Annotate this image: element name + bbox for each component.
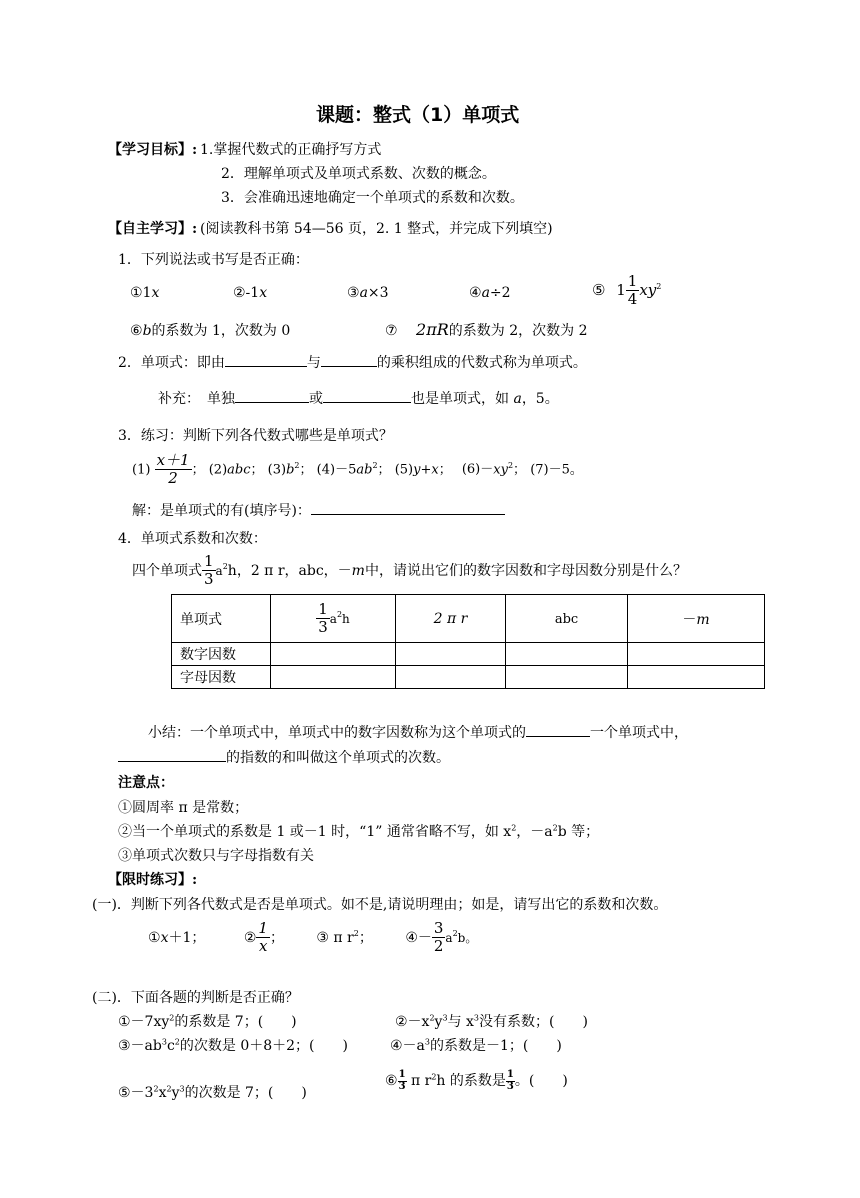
p2-3e2: 2 xyxy=(174,1037,180,1047)
q1-o3-post: ×3 xyxy=(367,285,389,301)
p2-5b: x xyxy=(158,1085,167,1101)
q4-line-a: 四个单项式 xyxy=(132,562,202,579)
q4-line-c: h，2 π r，abc，－ xyxy=(227,562,352,579)
q3-i3-sep: ； xyxy=(299,462,313,478)
summary-line-1 xyxy=(148,722,688,742)
p1-i2-den: x xyxy=(258,937,268,956)
q4-line xyxy=(132,553,687,589)
q2-blank-2[interactable] xyxy=(321,366,377,367)
p2-6d: 。( ) xyxy=(514,1073,568,1089)
q1-option-1 xyxy=(130,285,159,301)
p2-4e: 3 xyxy=(424,1037,430,1047)
table-cell[interactable] xyxy=(628,666,765,689)
table-header-1 xyxy=(271,595,396,643)
self-study-heading: 【自主学习】: xyxy=(108,221,198,237)
timed-part-2-stem: (二)．下面各题的判断是否正确？ xyxy=(92,990,299,1006)
p1-i4-exp: 2 xyxy=(452,929,458,939)
timed-part-1-items xyxy=(148,920,477,956)
q1-option-4 xyxy=(469,285,511,301)
summary-b: 一个单项式中， xyxy=(590,725,688,741)
q1-o3-pre: ③ xyxy=(347,285,360,301)
p2-2e2: 3 xyxy=(442,1013,448,1023)
p2-2c: 与 x xyxy=(447,1014,474,1030)
p2-5c: y xyxy=(171,1085,180,1101)
summary-line-2 xyxy=(118,747,450,767)
q1-o5-whole: 1 xyxy=(616,280,626,299)
table-cell[interactable] xyxy=(271,666,396,689)
q3-answer xyxy=(132,500,505,520)
p1-i4-num: 3 xyxy=(433,919,444,937)
q1-option-5 xyxy=(592,273,661,309)
table-header-monomial: 单项式 xyxy=(172,595,271,643)
table-header-3 xyxy=(506,595,628,643)
table-cell[interactable] xyxy=(396,643,506,666)
note-2-b: ，－a xyxy=(516,824,553,840)
q2-supp-var: a xyxy=(513,391,522,407)
q1-o2-var: x xyxy=(259,285,268,301)
p1-i4-post: b。 xyxy=(457,930,478,945)
p2-5e1: 2 xyxy=(153,1084,159,1094)
q1-o6-var: b xyxy=(142,323,152,339)
table-cell[interactable] xyxy=(271,643,396,666)
q1-o5-pre: ⑤ xyxy=(592,280,606,299)
q3-i1-label: (1) xyxy=(132,462,151,478)
table-h3: abc xyxy=(554,611,579,627)
summary-blank-1[interactable] xyxy=(526,736,590,737)
q3-i4-var: ab xyxy=(356,462,373,478)
q2-definition xyxy=(118,352,587,372)
q1-o1-text: ①1 xyxy=(130,285,152,301)
p1-i2-post: ； xyxy=(269,929,284,946)
p2-2e1: 2 xyxy=(429,1013,435,1023)
p2-1a: ①－7xy xyxy=(118,1014,170,1030)
table-row-label-letter: 字母因数 xyxy=(172,666,271,689)
p1-i4-pre: ④－ xyxy=(405,929,432,946)
p2-3c: 的次数是 0＋8＋2；( ) xyxy=(179,1038,348,1054)
q3-i4-sep: ； xyxy=(377,462,391,478)
goal-3: 3．会准确迅速地确定一个单项式的系数和次数。 xyxy=(221,190,524,206)
table-h1-exp: 2 xyxy=(336,609,343,619)
q1-option-7 xyxy=(385,320,587,340)
q3-i7: (7)－5。 xyxy=(530,462,583,478)
q2-blank-3[interactable] xyxy=(235,402,309,403)
q1-o5-num: 1 xyxy=(627,272,638,290)
goals-heading: 【学习目标】: xyxy=(108,142,198,158)
p1-i3-exp: 2 xyxy=(353,929,359,939)
q3-i3: (3) xyxy=(267,462,287,478)
table-header-4 xyxy=(628,595,765,643)
p2-2d: 没有系数；( ) xyxy=(479,1014,588,1030)
q3-i6-sep: ； xyxy=(513,462,527,478)
table-row-label-numeric: 数字因数 xyxy=(172,643,271,666)
p2-6-fraction xyxy=(398,1070,407,1092)
goal-2: 2．理解单项式及单项式系数、次数的概念。 xyxy=(221,166,496,182)
q3-i6-var: xy xyxy=(493,462,508,478)
note-1: ①圆周率 π 是常数； xyxy=(118,800,249,816)
p2-6b: π r xyxy=(406,1073,432,1089)
q3-i2-sep: ； xyxy=(250,462,264,478)
p1-i4-fraction xyxy=(432,920,446,956)
p2-6den2: 3 xyxy=(506,1080,514,1092)
q4-line-c-var: m xyxy=(351,562,365,579)
p1-i2-pre: ② xyxy=(243,929,257,946)
p2-2b: y xyxy=(434,1014,443,1030)
q3-i3-exp: 2 xyxy=(294,460,300,470)
p1-i1-pre: ① xyxy=(148,929,161,946)
summary-c: 的指数的和叫做这个单项式的次数。 xyxy=(226,750,450,766)
q3-i4-exp: 2 xyxy=(372,460,378,470)
q2-text-b: 与 xyxy=(306,355,321,371)
q1-option-3 xyxy=(347,285,389,301)
p2-item-3 xyxy=(118,1035,348,1055)
q3-i3-var: b xyxy=(286,462,295,478)
table-h2: 2 π r xyxy=(433,610,468,627)
self-study-note: (阅读教科书第 54—56 页，2. 1 整式，并完成下列填空) xyxy=(200,221,553,237)
q3-i6-exp: 2 xyxy=(507,460,514,470)
table-cell[interactable] xyxy=(396,666,506,689)
table-h4-pre: － xyxy=(682,611,697,628)
q3-answer-blank[interactable] xyxy=(311,514,505,515)
note-2-exp-2: 2 xyxy=(552,823,558,833)
goal-1: 1.掌握代数式的正确抒写方式 xyxy=(200,142,382,158)
q1-o1-var: x xyxy=(151,285,160,301)
q3-i5: (5) xyxy=(394,462,414,478)
q3-i1-sep: ； xyxy=(191,462,205,478)
q2-text-c: 的乘积组成的代数式称为单项式。 xyxy=(376,355,587,371)
q1-o4-post: ÷2 xyxy=(489,285,511,301)
summary-a: 小结：一个单项式中，单项式中的数字因数称为这个单项式的 xyxy=(148,725,526,741)
q3-stem: 3．练习：判断下列各代数式哪些是单项式？ xyxy=(118,428,393,444)
table-h1-fraction xyxy=(316,601,330,637)
q1-o6-pre: ⑥ xyxy=(130,323,143,339)
q3-i4: (4)－5 xyxy=(316,462,357,478)
note-2-a: ②当一个单项式的系数是 1 或－1 时，“1” 通常省略不写，如 x xyxy=(118,824,512,840)
q4-line-num: 1 xyxy=(204,552,214,570)
timed-heading: 【限时练习】: xyxy=(108,872,198,888)
note-2 xyxy=(118,821,599,841)
q2-blank-1[interactable] xyxy=(225,366,307,367)
q1-o7-post: 的系数为 2，次数为 2 xyxy=(448,323,588,339)
q4-line-fraction xyxy=(202,553,216,589)
q1-o7-pre: ⑦ xyxy=(385,323,398,339)
p1-i3-post: ； xyxy=(358,929,373,946)
p2-1exp: 2 xyxy=(169,1013,175,1023)
table-h1-num: 1 xyxy=(318,599,328,618)
p2-2a: ②－x xyxy=(395,1014,430,1030)
p2-4b: 的系数是－1；( ) xyxy=(430,1038,562,1054)
q1-option-2 xyxy=(233,285,267,301)
p2-6num: 1 xyxy=(398,1069,406,1080)
q3-i2: (2) xyxy=(208,462,228,478)
p2-6c: h 的系数是 xyxy=(436,1073,506,1089)
q1-o3-var: a xyxy=(359,285,368,301)
table-row xyxy=(172,666,765,689)
table-cell[interactable] xyxy=(628,643,765,666)
q3-answer-label: 解：是单项式的有(填序号)： xyxy=(132,503,311,519)
q3-i6: (6)－ xyxy=(461,462,494,478)
q4-line-den: 3 xyxy=(204,570,214,589)
p1-i2-num: 1 xyxy=(258,919,268,937)
q1-option-6 xyxy=(130,320,290,340)
q3-i1-num: x＋1 xyxy=(156,451,190,469)
q4-stem: 4．单项式系数和次数： xyxy=(118,531,267,547)
q3-i5-var: y+x xyxy=(413,462,439,478)
p2-3b: c xyxy=(166,1038,175,1054)
summary-blank-2[interactable] xyxy=(118,761,226,762)
q1-o6-post: 的系数为 1，次数为 0 xyxy=(151,323,291,339)
p2-6a: ⑥ xyxy=(385,1073,398,1089)
p2-5e2: 2 xyxy=(166,1084,172,1094)
p2-6den: 3 xyxy=(398,1080,406,1092)
p2-3e1: 3 xyxy=(161,1037,167,1047)
note-2-exp-1: 2 xyxy=(511,823,517,833)
p2-6e: 2 xyxy=(431,1072,437,1082)
q2-blank-4[interactable] xyxy=(323,402,411,403)
p2-item-4 xyxy=(390,1035,562,1055)
factor-table xyxy=(171,594,765,689)
p2-item-1 xyxy=(118,1011,297,1031)
timed-part-1-stem: (一)．判断下列各代数式是否是单项式。如不是,请说明理由；如是，请写出它的系数和次数。 xyxy=(92,897,668,913)
p1-i1-post: ＋1； xyxy=(168,929,206,946)
table-h1-h: h xyxy=(342,611,350,626)
p2-5a: ⑤－3 xyxy=(118,1085,154,1101)
table-h1-a: a xyxy=(329,611,337,626)
q3-i1-fraction xyxy=(155,452,192,488)
q1-o2-text: ②-1 xyxy=(233,285,260,301)
table-cell[interactable] xyxy=(506,666,628,689)
q1-o5-den: 4 xyxy=(627,290,638,309)
table-h4-var: m xyxy=(696,611,710,628)
q2-text-a: 2．单项式：即由 xyxy=(118,355,225,371)
page-title: 课题：整式（1）单项式 xyxy=(316,104,520,126)
p2-5d: 的次数是 7；( ) xyxy=(184,1085,307,1101)
q2-supp-b: 或 xyxy=(309,391,323,407)
p2-4a: ④－a xyxy=(390,1038,425,1054)
p1-i4-a: a xyxy=(445,930,453,945)
q4-line-b: a xyxy=(215,563,223,578)
table-h1-den: 3 xyxy=(318,618,328,636)
q3-i2-var: abc xyxy=(227,462,251,478)
q3-i1-den: 2 xyxy=(168,469,178,488)
q1-o4-var: a xyxy=(481,285,490,301)
p2-item-2 xyxy=(395,1011,588,1031)
q3-i5-sep: ； xyxy=(438,462,452,478)
table-cell[interactable] xyxy=(506,643,628,666)
p1-i1-var: x xyxy=(160,929,169,946)
q1-o7-expr: 2πR xyxy=(416,320,449,339)
p1-i4-den: 2 xyxy=(433,937,444,956)
q2-supplement xyxy=(158,388,559,408)
q4-line-d: 中，请说出它们的数字因数和字母因数分别是什么？ xyxy=(364,562,687,579)
q2-supp-d: ，5。 xyxy=(521,391,559,407)
p2-1b: 的系数是 7；( ) xyxy=(174,1014,297,1030)
note-3: ③单项式次数只与字母指数有关 xyxy=(118,848,314,864)
q2-supp-c: 也是单项式，如 xyxy=(411,391,509,407)
table-header-row xyxy=(172,595,765,643)
table-row xyxy=(172,643,765,666)
p2-3a: ③－ab xyxy=(118,1038,162,1054)
q1-stem: 1．下列说法或书写是否正确： xyxy=(118,252,309,268)
q1-o5-exp: 2 xyxy=(656,281,662,291)
p1-i3-pre: ③ π r xyxy=(316,929,354,946)
table-header-2 xyxy=(396,595,506,643)
p2-2e3: 3 xyxy=(473,1013,480,1023)
q3-items xyxy=(132,452,583,488)
p2-item-6 xyxy=(385,1070,568,1092)
q2-supp-a: 补充： 单独 xyxy=(158,391,235,407)
notes-heading: 注意点： xyxy=(118,775,174,791)
q1-o4-pre: ④ xyxy=(469,285,482,301)
p2-6-fraction-2 xyxy=(506,1070,515,1092)
q4-line-b-exp: 2 xyxy=(222,562,228,572)
p2-item-5 xyxy=(118,1082,307,1102)
note-2-c: b 等； xyxy=(557,824,600,840)
p2-6num2: 1 xyxy=(506,1069,514,1080)
q1-o5-var: xy xyxy=(639,280,657,299)
p2-5e3: 3 xyxy=(179,1084,185,1094)
p1-i2-fraction xyxy=(256,920,270,956)
q1-o5-fraction xyxy=(626,273,640,309)
